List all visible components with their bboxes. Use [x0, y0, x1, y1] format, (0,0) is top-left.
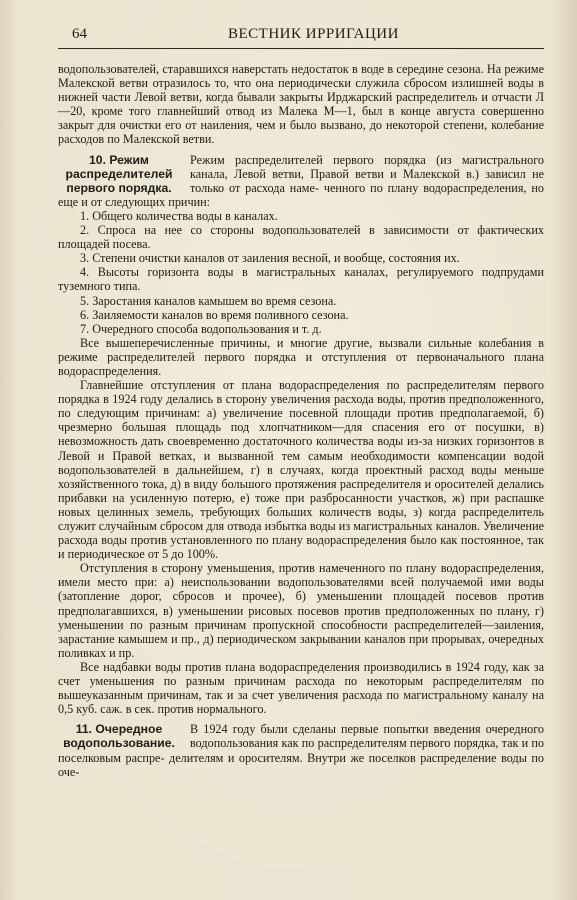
section-10-intro-rest: ченного по плану водораспределения, но еще и от следующих причин: — [58, 180, 544, 209]
section-11 — [58, 722, 544, 778]
paragraph: Все надбавки воды против плана водораспределения производились в 1924 году, как за счет уменьшения по разным причинам расхода по некоторым распределителям по вышеуказанным причинам, так и за счет увеличения расхода по магистральному каналу на 0,5 куб. саж. в сек. против нормального. — [58, 659, 544, 717]
section-11-intro-side: В 1924 году были сделаны первые попытки введения очередного водопользования как по распределителям первого порядка, так и по поселковым распре- — [58, 722, 544, 765]
page-header — [58, 24, 544, 48]
section-10 — [58, 153, 544, 209]
paragraph: Все вышеперечисленные причины, и многие другие, вызвали сильные колебания в режиме распределителей первого порядка и отступления от первоначального плана водораспределения. — [58, 335, 544, 378]
section-11-intro-rest: делителям и оросителям. Внутри же поселков распределение воды по оче- — [58, 750, 545, 779]
paragraph: Главнейшие отступления от плана водораспределения по распределителям первого порядка в 1924 году делались в сторону увеличения расхода воды, против предположенного, по следующим причинам: а) увеличение посевной площади против предполагаемой, б) чрезмерно большая площадь под хлопчатником—для спасения его от посушки, в) невозможность дать своевременно достаточного количества воды из-за низких горизонтов в Левой и Правой ветках, и вызванной тем самым необходимости компенсации водой водопользователей в дальнейшем, г) в случаях, когда проектный расход воды меньше хозяйственного тока, д) в виду большого протяжения распределителя и оросителей делались прибавки на усиленную потерю, е) тоже при разбросанности участков, ж) при распашке новых целинных земель, требующих больших количеств воды, з) когда распределитель служит случайным сбросом для отвода избытка воды из магистральных каналов. Увеличение расхода воды против установленного по плану водораспределения было как постоянное, так и периодическое от 5 до 100%. — [58, 378, 544, 562]
list-item: 5. Заростания каналов камышем во время сезона. — [80, 293, 337, 308]
running-head: ВЕСТНИК ИРРИГАЦИИ — [228, 26, 399, 42]
list-item: 7. Очередного способа водопользования и т. д. — [80, 321, 322, 336]
page-number: 64 — [72, 26, 87, 42]
section-11-heading: 11. Очередное водопользование. — [63, 722, 175, 751]
section-10-intro-side: Режим распределителей первого порядка (из магистрального канала, Левой ветви, Правой ветви и Малекской в.) зависил не только от расхода наме- — [190, 152, 544, 195]
body-text — [58, 62, 544, 779]
reasons-list — [58, 209, 544, 336]
list-item: 4. Высоты горизонта воды в магистральных каналах, регулируемого подпрудами туземного типа. — [58, 265, 544, 294]
section-10-heading: 10. Режим распределителей первого порядка. — [65, 152, 173, 195]
list-item: 6. Заиляемости каналов во время поливного сезона. — [80, 307, 349, 322]
paragraph: Отступления в сторону уменьшения, против намеченного по плану водораспределения, имели место при: а) неиспользовании водопользователями всей получаемой ими воды (затопление дорог, сбросов и прочее), б) уменьшении площадей посевов против предполагавшихся, в) уменьшении рисовых посевов против предположенных по плану, г) уменьшении по разным причинам пропускной способности распределителей—заиления, зарастание камышем и пр., д) периодическом закрывании каналов при прорывах, очередных поливках и пр. — [58, 561, 544, 660]
list-item: 1. Общего количества воды в каналах. — [80, 208, 278, 223]
paragraph-continued: водопользователей, старавшихся наверстать недостаток в воде в середине сезона. На режиме Малекской ветви отразилось то, что она периодически служила сбросом излишней воды в нижней части Левой ветви, когда бывали закрыты Ирджарский распределитель и отчасти Л—20, кроме того главнейший отвод из Малека М—1, был в конце августа совершенно закрыт для очистки его от наиления, чем и было вызвано, до некоторой степени, колебание расходов по Малекской ветви. — [58, 62, 544, 147]
header-rule — [58, 48, 544, 49]
list-item: 2. Спроса на нее со стороны водопользователей в зависимости от фактических площадей посева. — [58, 223, 544, 252]
list-item: 3. Степени очистки каналов от заиления весной, и вообще, состояния их. — [80, 251, 460, 266]
